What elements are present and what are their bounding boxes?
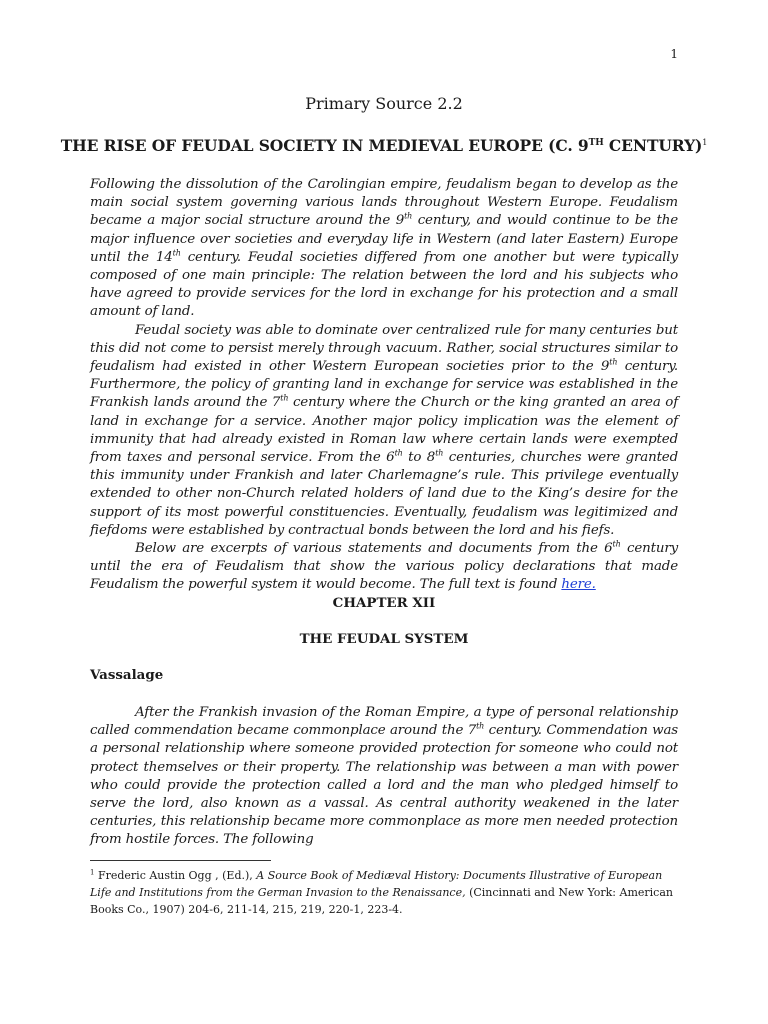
footnote-citation: (Cincinnati and New York: American Books Co., 1907) 204-6, 211-14, 215, 219, 220-1, 223-4. [90, 886, 673, 916]
vassalage-paragraph-1 [90, 704, 678, 850]
ordinal-superscript: th [435, 448, 444, 458]
ordinal-superscript: th [612, 539, 621, 549]
ordinal-superscript: th [172, 248, 181, 258]
text-run: to 8 [402, 450, 436, 466]
footnote-author: Frederic Austin Ogg , (Ed.), [94, 869, 257, 882]
section-heading-vassalage: Vassalage [90, 667, 164, 683]
title-part-2: CENTURY) [603, 136, 703, 155]
text-run: century. Feudal societies differed from one another but were typically composed of one main principle: The relation between the lord and his subjects who have agreed to provide services for the lord in exchange for his protection and a small amount of land. [90, 249, 678, 320]
intro-paragraph-2 [90, 322, 678, 540]
ordinal-superscript: th [476, 721, 485, 731]
text-run: century until the era of Feudalism that show the various policy declarations that made Feudalism the powerful system it would become. The full text is found [90, 541, 678, 593]
footnote-reference[interactable]: 1 [702, 137, 708, 147]
footnote-marker: 1 [90, 868, 95, 877]
vassalage-text [90, 704, 678, 850]
intro-paragraph-1 [90, 176, 678, 322]
source-label: Primary Source 2.2 [305, 94, 463, 113]
page-number: 1 [670, 47, 678, 61]
intro-text [90, 176, 678, 595]
text-run: century where the Church or the king granted an area of land in exchange for a service. Another major policy implication was the element of immunity that had already existed in Roman law where certain lands were exempted from taxes and personal service. From the 6 [90, 395, 678, 466]
chapter-title: THE FEUDAL SYSTEM [299, 631, 469, 647]
footnote-book-title: A Source Book of Mediæval History: Documents Illustrative of European Life and Institutions from the German Invasion to the Renaissance, [90, 869, 663, 899]
chapter-number: CHAPTER XII [332, 595, 436, 611]
text-run: Feudal society was able to dominate over centralized rule for many centuries but this did not come to persist merely through vacuum. Rather, social structures similar to feudalism had existed in other Western European societies prior to the 9 [90, 322, 678, 375]
ordinal-superscript: th [404, 211, 413, 221]
text-run: century, and would continue to be the major influence over societies and everyday life in Western (and later Eastern) Europe until the 14 [90, 213, 678, 265]
ordinal-superscript: th [280, 393, 289, 403]
footnote-divider [90, 860, 271, 861]
text-run: centuries, churches were granted this immunity under Frankish and later Charlemagne’s rule. This privilege eventually extended to other non-Church related holders of land due to the King’s desire for the support of its most powerful constituencies. Eventually, feudalism was legitimized and fiefdoms were established by contractual bonds between the lord and his fiefs. [90, 450, 679, 538]
text-run: century. Commendation was a personal relationship where someone provided protection for someone who could not protect themselves or their property. The relationship was between a man with power who could provide the protection called a lord and the man who pledged himself to serve the lord, also known as a vassal. As central authority weakened in the later centuries, this relationship became more commonplace as more men needed protection from hostile forces. The following [90, 723, 678, 848]
intro-paragraph-3 [90, 540, 678, 595]
full-text-link[interactable]: here. [561, 577, 596, 593]
text-run: After the Frankish invasion of the Roman Empire, a type of personal relationship called commendation became commonplace around the 7 [90, 705, 678, 739]
text-run: Following the dissolution of the Carolingian empire, feudalism began to develop as the main social system governing various lands throughout Western Europe. Feudalism became a major social structure around the 9 [90, 177, 678, 229]
document-title [0, 136, 768, 155]
text-run: Below are excerpts of various statements and documents from the 6 [135, 541, 613, 557]
ordinal-superscript: th [394, 448, 403, 458]
title-part-1: THE RISE OF FEUDAL SOCIETY IN MEDIEVAL EUROPE (C. 9 [60, 136, 589, 155]
footnote [90, 867, 680, 918]
ordinal-superscript: th [609, 357, 618, 367]
text-run: century. Furthermore, the policy of granting land in exchange for service was established in the Frankish lands around the 7 [90, 359, 678, 411]
title-superscript: TH [588, 137, 604, 148]
